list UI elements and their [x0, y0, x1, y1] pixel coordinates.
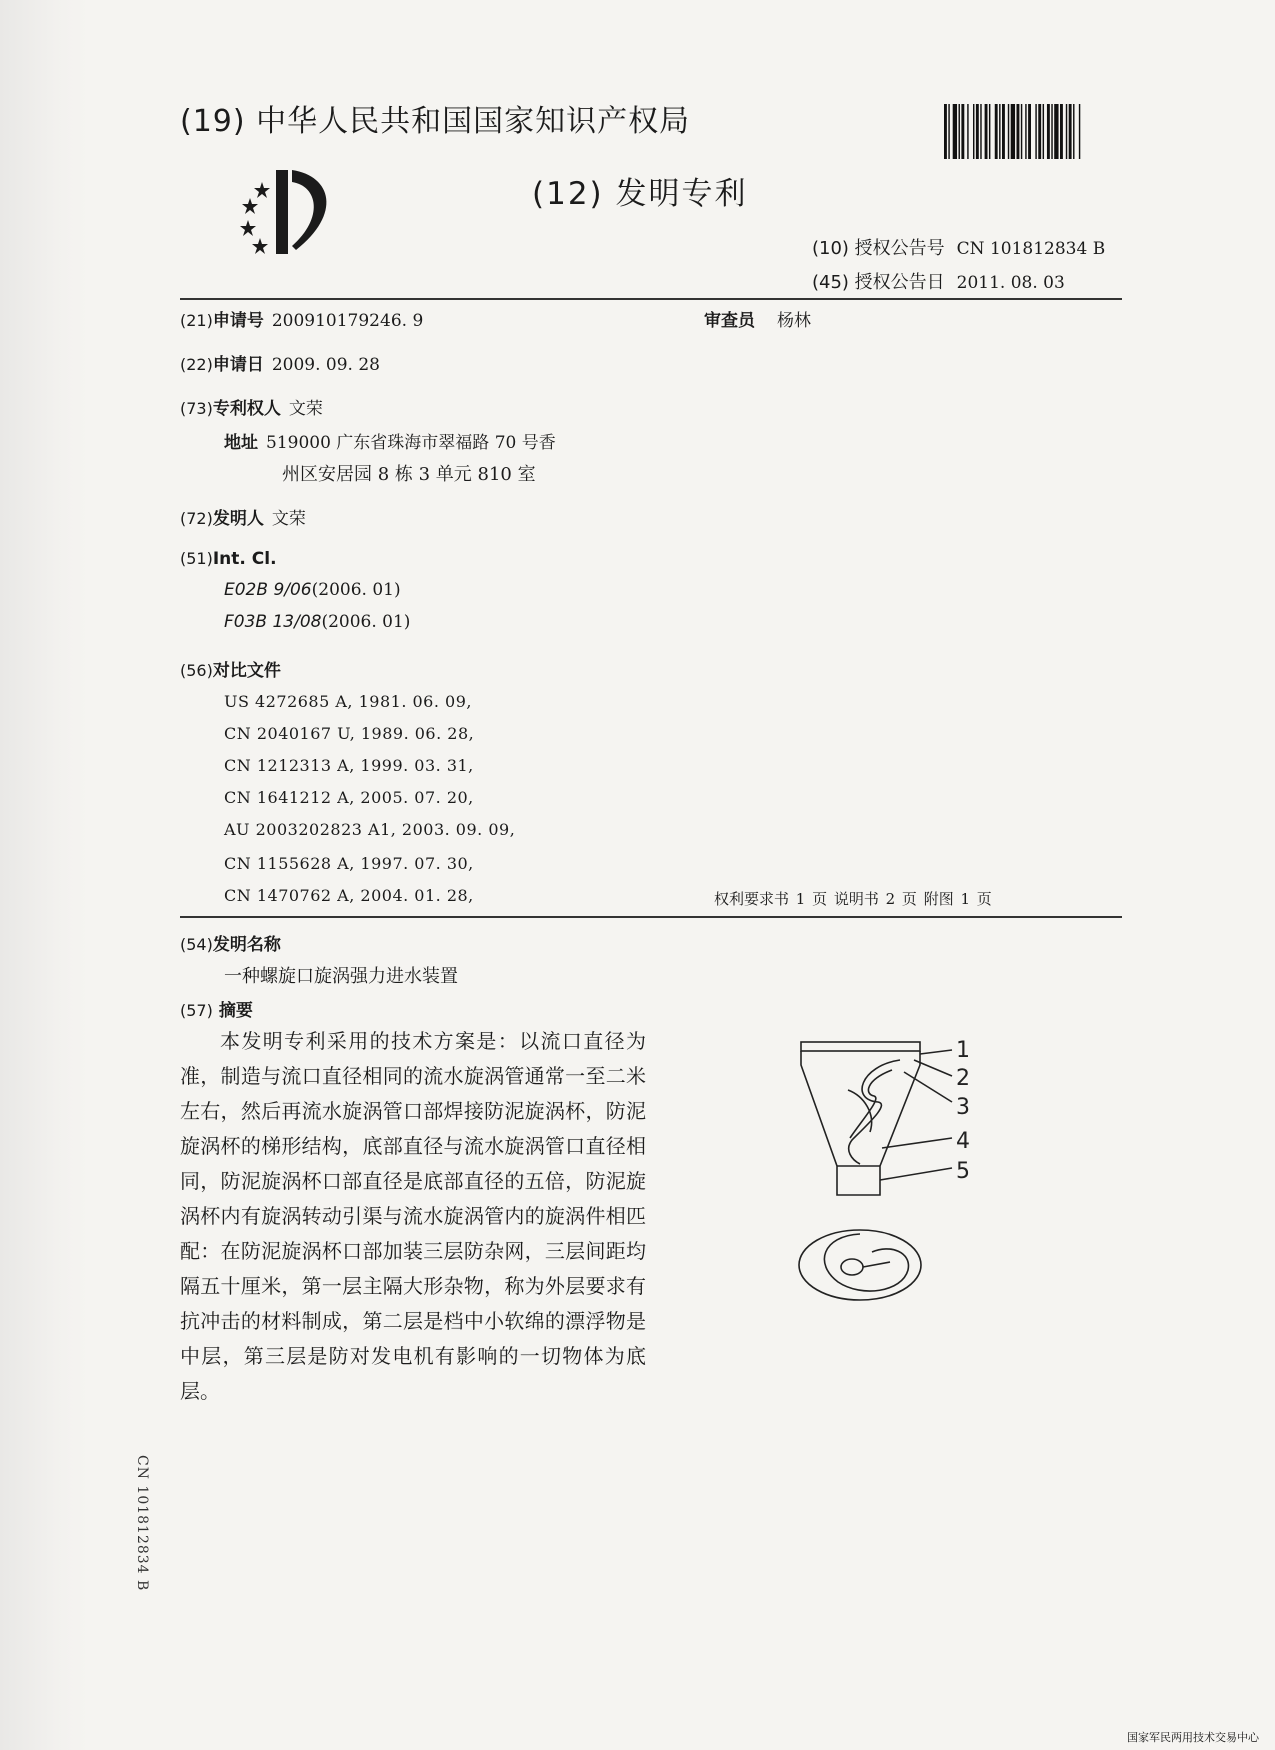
barcode-bar — [959, 104, 960, 159]
inventor-label: 发明人 — [212, 509, 264, 529]
barcode-bar — [1047, 104, 1050, 159]
address-line-2: 州区安居园 8 栋 3 单元 810 室 — [282, 464, 536, 485]
field-code: (56) — [180, 661, 213, 680]
citations-row — [180, 656, 281, 681]
barcode-bar — [1035, 104, 1036, 159]
barcode-bar — [980, 104, 981, 159]
ipc-class-1 — [224, 580, 401, 600]
address-label: 地址 — [224, 433, 258, 453]
barcode-bar — [1060, 104, 1063, 159]
barcode-bar — [948, 104, 949, 159]
inventor-row — [180, 504, 306, 529]
publication-number-label: (10) 授权公告号 — [812, 238, 945, 259]
barcode-bar — [1017, 104, 1020, 159]
barcode-bar — [999, 104, 1000, 159]
barcode-bar — [967, 104, 968, 159]
figure-label-3: 3 — [956, 1095, 970, 1120]
figure-label-5: 5 — [956, 1159, 970, 1184]
publication-number-row — [812, 234, 1105, 260]
barcode-bar — [976, 104, 979, 159]
abstract-text: 本发明专利采用的技术方案是：以流口直径为准，制造与流口直径相同的流水旋涡管通常一至二米左右，然后再流水旋涡管口部焊接防泥旋涡杯，防泥旋涡杯的梯形结构，底部直径与流水旋涡管口直径相同，防泥旋涡杯口部直径是底部直径的五倍，防泥旋涡杯内有旋涡转动引渠与流水旋涡管内的旋涡件相匹配：在防泥旋涡杯口部加装三层防杂网，三层间距均隔五十厘米，第一层主隔大形杂物，称为外层要求有抗冲击的材料制成，第二层是档中小软绵的漂浮物是中层，第三层是防对发电机有影响的一切物体为底层。 — [180, 1029, 646, 1403]
citation-item: US 4272685 A, 1981. 06. 09, — [224, 692, 472, 711]
field-code: (22) — [180, 355, 213, 374]
citation-item: CN 1641212 A, 2005. 07. 20, — [224, 788, 474, 807]
footer-note: 国家军民两用技术交易中心 — [1127, 1731, 1259, 1744]
int-cl-row — [180, 548, 277, 569]
figure-label-2: 2 — [956, 1066, 970, 1091]
barcode — [944, 104, 1126, 159]
ipc-code: F03B 13/08 — [224, 612, 322, 632]
field-code: (57) — [180, 1001, 213, 1020]
barcode-bar — [953, 104, 957, 159]
barcode-bar — [1069, 104, 1072, 159]
patentee-row — [180, 394, 323, 419]
document-type: (12) 发明专利 — [532, 176, 748, 212]
barcode-bar — [1051, 104, 1052, 159]
barcode-bar — [1038, 104, 1041, 159]
examiner-row — [704, 306, 811, 331]
barcode-bar — [1043, 104, 1044, 159]
application-date-label: 申请日 — [212, 355, 264, 375]
divider-top — [180, 298, 1122, 300]
application-number-row — [180, 306, 423, 331]
publication-date-row — [812, 268, 1065, 294]
barcode-bar — [1008, 104, 1009, 159]
ipc-version: (2006. 01) — [311, 580, 401, 600]
barcode-bar — [1011, 104, 1015, 159]
examiner-label: 审查员 — [704, 311, 755, 331]
invention-title: 一种螺旋口旋涡强力进水装置 — [224, 966, 458, 987]
patentee-name: 文荣 — [288, 399, 323, 419]
publication-date-label: (45) 授权公告日 — [812, 272, 945, 293]
field-code: (73) — [180, 399, 213, 418]
patent-office-name: (19) 中华人民共和国国家知识产权局 — [180, 104, 691, 139]
application-date: 2009. 09. 28 — [271, 355, 380, 375]
pages-summary: 权利要求书 1 页 说明书 2 页 附图 1 页 — [714, 890, 992, 908]
address-line-1: 519000 广东省珠海市翠福路 70 号香 — [266, 433, 556, 453]
abstract-label: 摘要 — [218, 1001, 253, 1021]
barcode-bar — [985, 104, 988, 159]
barcode-bar — [995, 104, 998, 159]
abstract-heading-row — [180, 996, 253, 1021]
citation-item: CN 2040167 U, 1989. 06. 28, — [224, 724, 475, 743]
citation-item: CN 1155628 A, 1997. 07. 30, — [224, 854, 474, 873]
citation-item: AU 2003202823 A1, 2003. 09. 09, — [224, 820, 516, 839]
barcode-bar — [989, 104, 990, 159]
field-code: (51) — [180, 549, 213, 568]
ipc-version: (2006. 01) — [321, 612, 411, 632]
barcode-bar — [1079, 104, 1080, 159]
inventor-name: 文荣 — [271, 509, 306, 529]
barcode-bar — [1054, 104, 1058, 159]
address-row — [224, 428, 556, 453]
barcode-bar — [961, 104, 964, 159]
application-number-label: 申请号 — [212, 311, 264, 331]
application-date-row — [180, 350, 380, 375]
ipc-code: E02B 9/06 — [224, 580, 312, 600]
barcode-bar — [1021, 104, 1022, 159]
figure-label-4: 4 — [956, 1129, 970, 1154]
barcode-bar — [1002, 104, 1005, 159]
barcode-bar — [1073, 104, 1074, 159]
field-code: (54) — [180, 935, 213, 954]
citation-item: CN 1212313 A, 1999. 03. 31, — [224, 756, 474, 775]
barcode-bar — [1028, 104, 1031, 159]
sipo-logo-icon — [236, 162, 346, 260]
publication-number: CN 101812834 B — [956, 239, 1106, 259]
page-gutter-shadow — [0, 0, 90, 1750]
side-publication-code: CN 101812834 B — [134, 1455, 150, 1592]
title-heading-row — [180, 930, 281, 955]
barcode-bar — [973, 104, 974, 159]
barcode-bar — [944, 104, 947, 159]
publication-date: 2011. 08. 03 — [956, 273, 1065, 293]
int-cl-label: Int. Cl. — [212, 549, 277, 569]
field-code: (72) — [180, 509, 213, 528]
title-label: 发明名称 — [212, 935, 281, 955]
examiner-name: 杨林 — [777, 311, 811, 331]
patentee-label: 专利权人 — [212, 399, 281, 419]
field-code: (21) — [180, 311, 213, 330]
citation-item: CN 1470762 A, 2004. 01. 28, — [224, 886, 474, 905]
application-number: 200910179246. 9 — [271, 311, 424, 331]
barcode-bar — [1066, 104, 1067, 159]
barcode-bar — [1025, 104, 1026, 159]
figure-label-1: 1 — [956, 1038, 970, 1063]
citations-label: 对比文件 — [212, 661, 281, 681]
ipc-class-2 — [224, 612, 410, 632]
abstract-figure — [790, 1030, 1020, 1340]
divider-middle — [180, 916, 1122, 918]
